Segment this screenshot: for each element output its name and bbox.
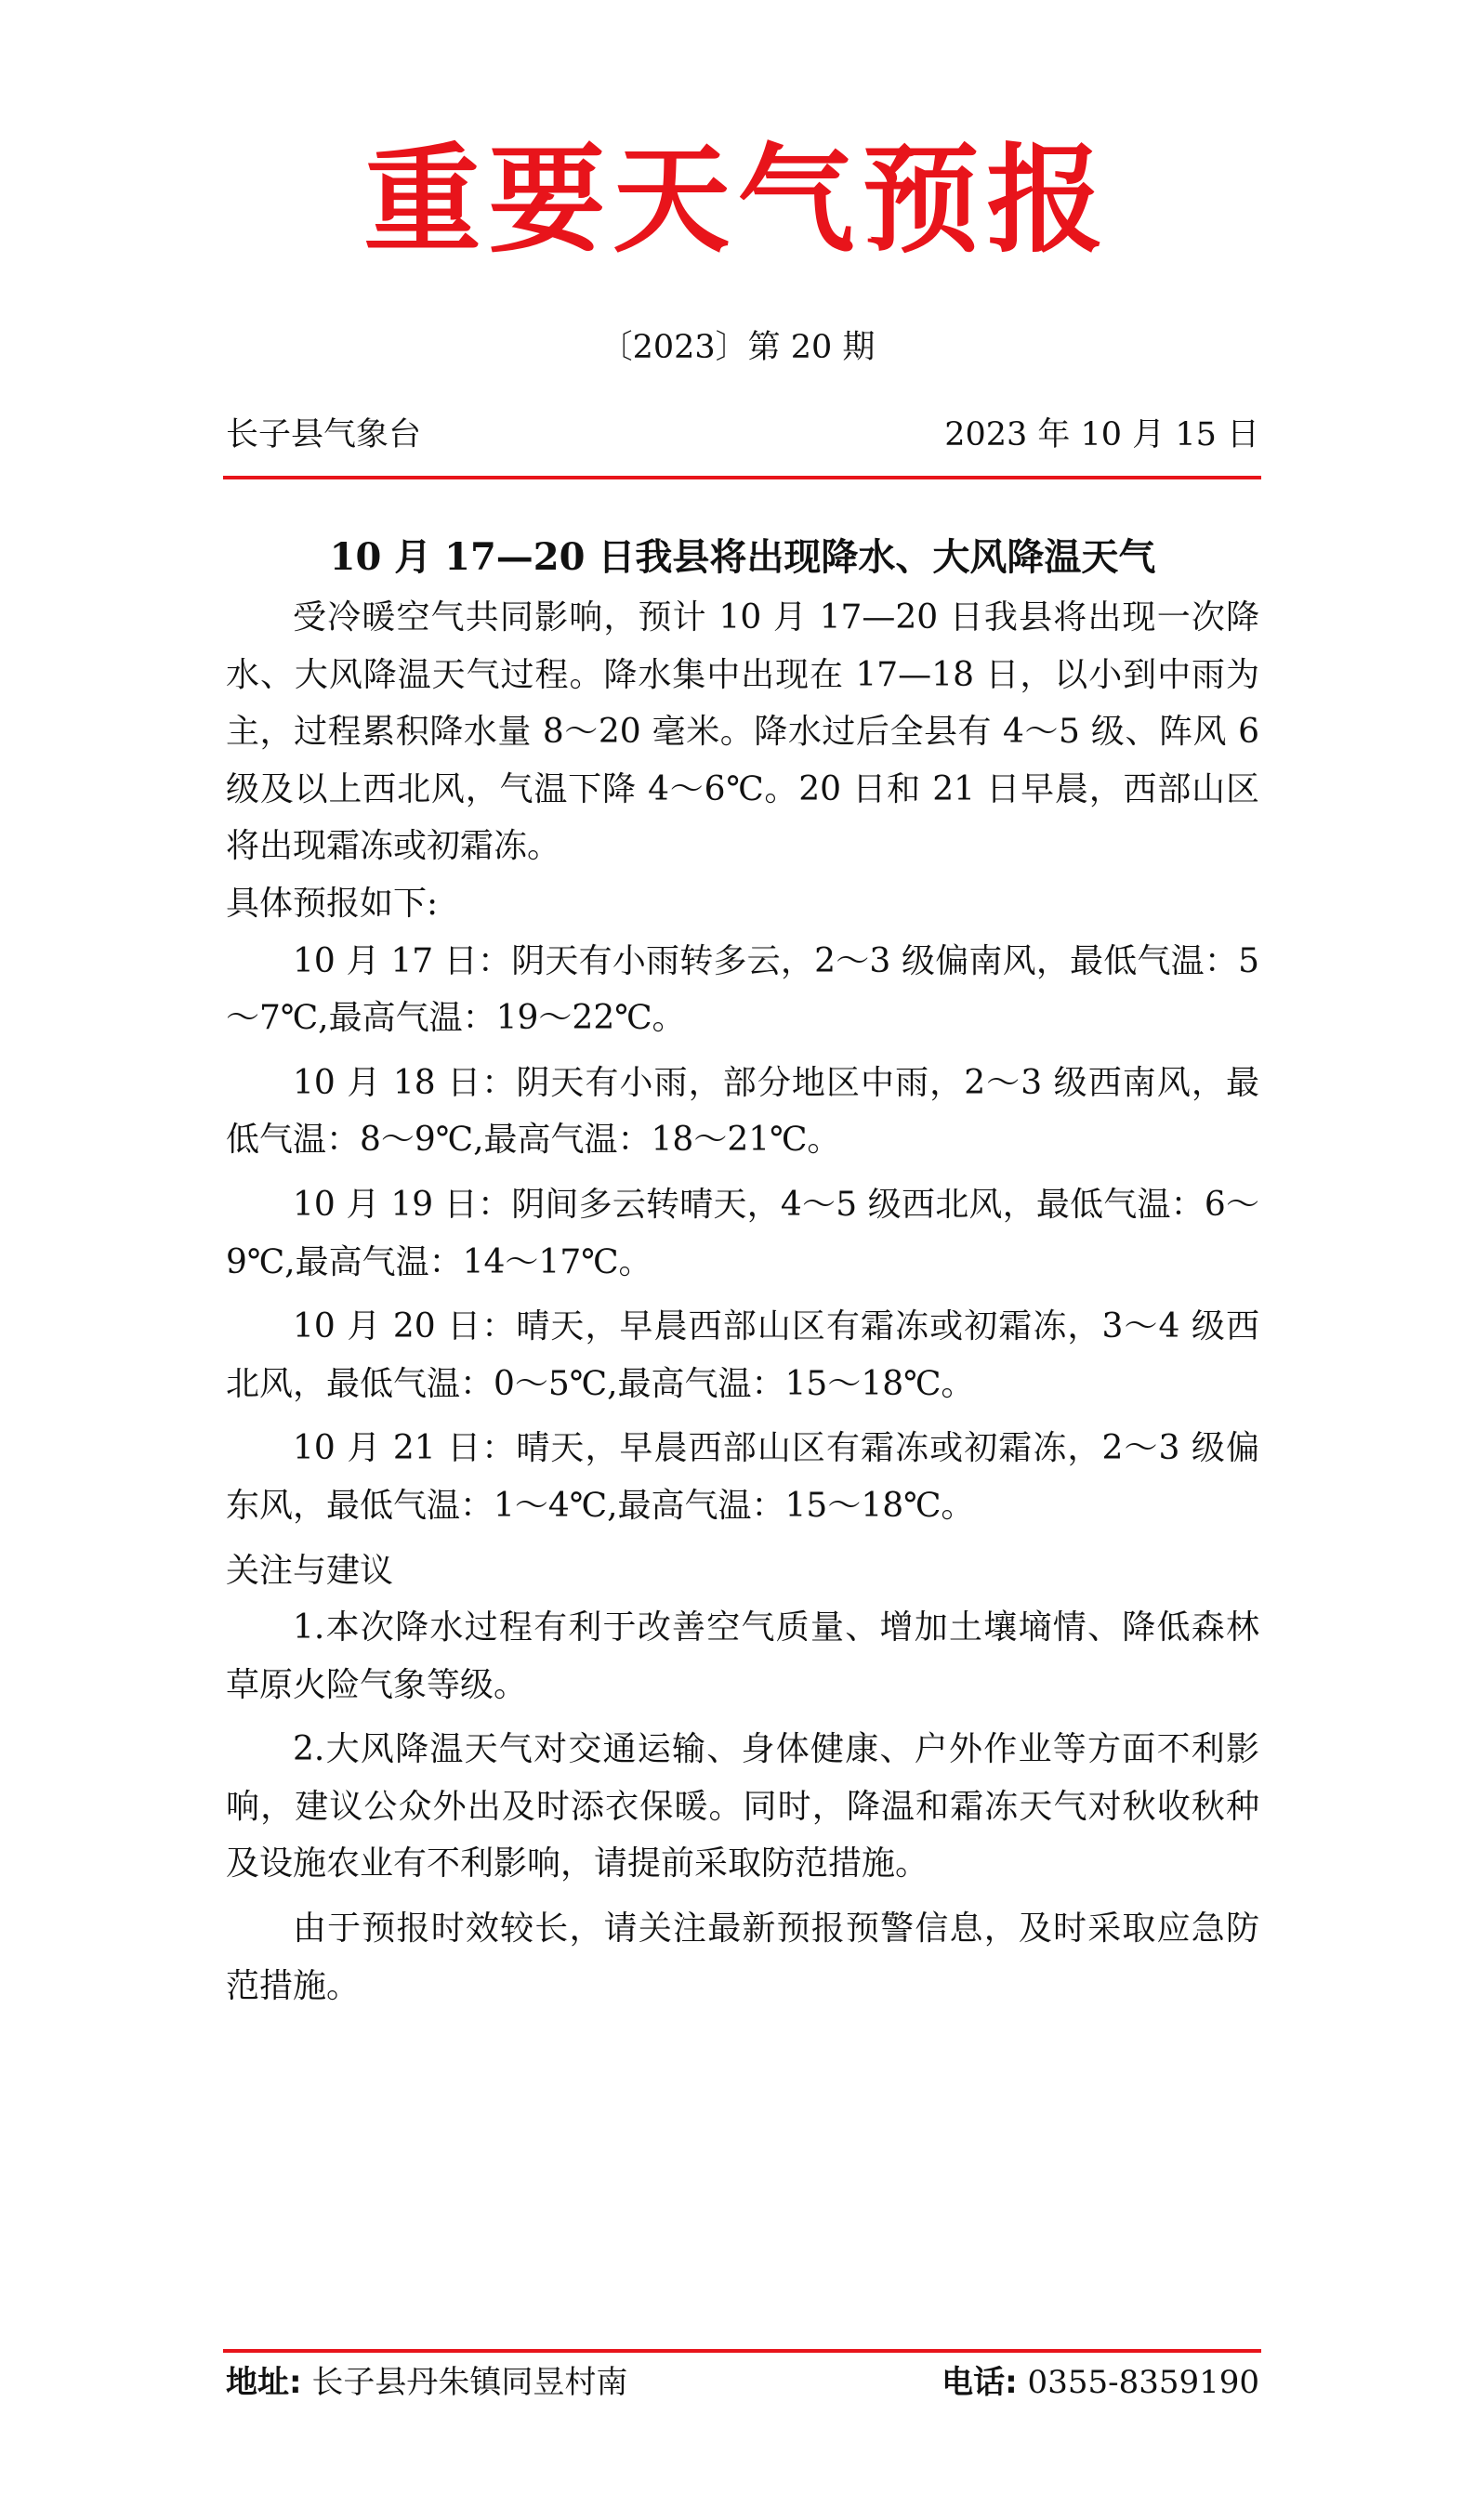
address-value: 长子县丹朱镇同昱村南 <box>301 2364 628 2401</box>
advice-item-1: 1.本次降水过程有利于改善空气质量、增加土壤墒情、降低森林草原火险气象等级。 <box>226 1608 1259 1704</box>
advice-heading: 关注与建议 <box>226 1551 394 1590</box>
forecast-day-21: 10 月 21 日：晴天，早晨西部山区有霜冻或初霜冻，2～3 级偏东风，最低气温：1～4℃,最高气温：15～18℃。 <box>226 1429 1259 1525</box>
footer <box>226 2362 1259 2403</box>
address-label: 地址: <box>226 2364 302 2401</box>
issue-date: 2023 年 10 月 15 日 <box>944 416 1259 453</box>
forecast-day-19: 10 月 19 日：阴间多云转晴天，4～5 级西北风，最低气温：6～9℃,最高气温：14～17℃。 <box>226 1185 1259 1281</box>
headline: 10 月 17—20 日我县将出现降水、大风降温天气 <box>329 535 1156 579</box>
advice-list <box>226 1599 1259 2015</box>
footer-address <box>226 2362 627 2403</box>
forecast-list <box>226 933 1259 1535</box>
phone-label: 电话: <box>942 2364 1018 2401</box>
document-body <box>226 528 1259 2015</box>
masthead-title: 重要天气预报 <box>363 131 1112 269</box>
closing-paragraph: 由于预报时效较长，请关注最新预报预警信息，及时采取应急防范措施。 <box>226 1910 1259 2005</box>
forecast-day-20: 10 月 20 日：晴天，早晨西部山区有霜冻或初霜冻，3～4 级西北风，最低气温：0～5℃,最高气温：15～18℃。 <box>226 1307 1259 1403</box>
forecast-day-17: 10 月 17 日：阴天有小雨转多云，2～3 级偏南风，最低气温：5～7℃,最高气温：19～22℃。 <box>226 941 1259 1038</box>
forecast-heading: 具体预报如下: <box>226 884 439 923</box>
issuer-name: 长子县气象台 <box>226 416 422 453</box>
phone-value: 0355-8359190 <box>1017 2364 1259 2401</box>
intro-paragraph: 受冷暖空气共同影响，预计 10 月 17—20 日我县将出现一次降水、大风降温天气过程。降水集中出现在 17—18 日，以小到中雨为主，过程累积降水量 8～20 毫米。降水过后全县有 4～5 级、阵风 6 级及以上西北风，气温下降 4～6℃。20 日和 21 日早晨，西部山区将出现霜冻或初霜冻。 <box>226 598 1259 866</box>
forecast-day-18: 10 月 18 日：阴天有小雨，部分地区中雨，2～3 级西南风，最低气温：8～9℃,最高气温：18～21℃。 <box>226 1063 1259 1160</box>
issue-number: 〔2023〕第 20 期 <box>599 329 876 366</box>
meta-row <box>226 414 1259 455</box>
footer-phone <box>942 2362 1259 2403</box>
footer-rule <box>223 2349 1261 2353</box>
advice-item-2: 2.大风降温天气对交通运输、身体健康、户外作业等方面不利影响，建议公众外出及时添衣保暖。同时，降温和霜冻天气对秋收秋种及设施农业有不利影响，请提前采取防范措施。 <box>226 1730 1259 1883</box>
header-rule <box>223 476 1261 479</box>
